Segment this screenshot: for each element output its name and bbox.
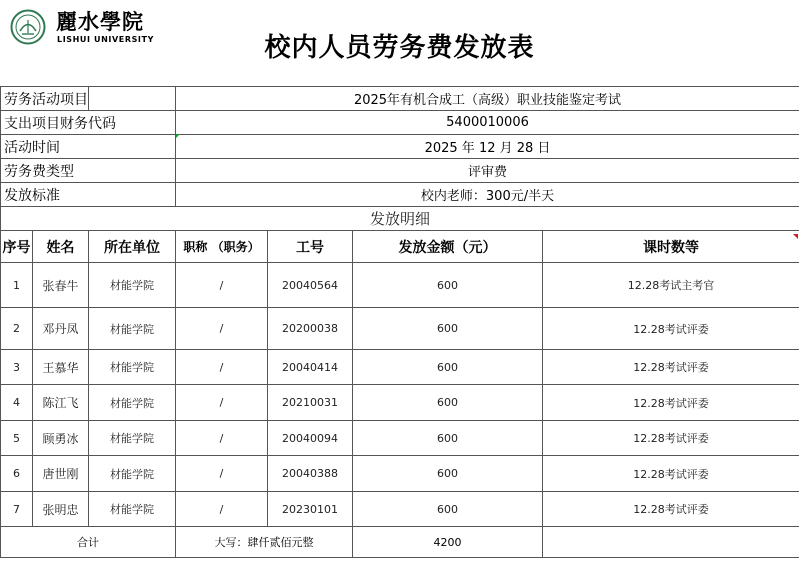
info-label: 活动时间 bbox=[1, 135, 176, 159]
staff-id: 20040094 bbox=[268, 421, 353, 456]
person-name: 唐世刚 bbox=[33, 456, 89, 492]
person-unit: 材能学院 bbox=[89, 263, 176, 308]
total-note bbox=[543, 527, 799, 558]
staff-id: 20040388 bbox=[268, 456, 353, 492]
session-note: 12.28考试主考官 bbox=[543, 263, 799, 308]
row-number: 4 bbox=[1, 385, 33, 421]
info-row-finance-code bbox=[1, 111, 799, 135]
info-value: 2025 年 12 月 28 日 bbox=[176, 135, 799, 159]
column-header: 所在单位 bbox=[89, 231, 176, 263]
info-row-project bbox=[1, 87, 799, 111]
column-header-row bbox=[1, 231, 799, 263]
payment-amount: 600 bbox=[353, 350, 543, 385]
row-number: 3 bbox=[1, 350, 33, 385]
session-note: 12.28考试评委 bbox=[543, 456, 799, 492]
university-name-cn: 麗水學院 bbox=[56, 9, 144, 34]
total-capital: 大写：肆仟贰佰元整 bbox=[176, 527, 353, 558]
session-note: 12.28考试评委 bbox=[543, 350, 799, 385]
person-title: / bbox=[176, 456, 268, 492]
staff-id: 20210031 bbox=[268, 385, 353, 421]
person-name: 张春牛 bbox=[33, 263, 89, 308]
section-title-row bbox=[1, 207, 799, 231]
person-unit: 材能学院 bbox=[89, 350, 176, 385]
total-row bbox=[1, 527, 799, 558]
person-unit: 材能学院 bbox=[89, 308, 176, 350]
comment-marker bbox=[793, 234, 798, 239]
row-number: 1 bbox=[1, 263, 33, 308]
column-header: 工号 bbox=[268, 231, 353, 263]
person-name: 王慕华 bbox=[33, 350, 89, 385]
info-value: 评审费 bbox=[176, 159, 799, 183]
person-unit: 材能学院 bbox=[89, 492, 176, 527]
info-label: 劳务活动项目 bbox=[1, 87, 89, 111]
page-title: 校内人员劳务费发放表 bbox=[264, 33, 535, 63]
staff-id: 20040414 bbox=[268, 350, 353, 385]
row-number: 7 bbox=[1, 492, 33, 527]
row-number: 5 bbox=[1, 421, 33, 456]
person-title: / bbox=[176, 263, 268, 308]
row-number: 2 bbox=[1, 308, 33, 350]
info-value: 2025年有机合成工（高级）职业技能鉴定考试 bbox=[176, 87, 799, 111]
person-unit: 材能学院 bbox=[89, 385, 176, 421]
staff-id: 20040564 bbox=[268, 263, 353, 308]
payment-amount: 600 bbox=[353, 385, 543, 421]
person-name: 张明忠 bbox=[33, 492, 89, 527]
payment-amount: 600 bbox=[353, 456, 543, 492]
table-row bbox=[1, 492, 799, 527]
info-value: 5400010006 bbox=[176, 111, 799, 135]
person-title: / bbox=[176, 421, 268, 456]
person-name: 顾勇冰 bbox=[33, 421, 89, 456]
session-note: 12.28考试评委 bbox=[543, 308, 799, 350]
total-label: 合计 bbox=[1, 527, 176, 558]
session-note: 12.28考试评委 bbox=[543, 492, 799, 527]
comment-marker bbox=[176, 134, 180, 138]
person-name: 陈江飞 bbox=[33, 385, 89, 421]
section-title: 发放明细 bbox=[1, 207, 799, 231]
payment-amount: 600 bbox=[353, 421, 543, 456]
session-note: 12.28考试评委 bbox=[543, 385, 799, 421]
table-row bbox=[1, 385, 799, 421]
person-unit: 材能学院 bbox=[89, 456, 176, 492]
session-note: 12.28考试评委 bbox=[543, 421, 799, 456]
payment-amount: 600 bbox=[353, 308, 543, 350]
info-row-fee-type bbox=[1, 159, 799, 183]
row-number: 6 bbox=[1, 456, 33, 492]
staff-id: 20230101 bbox=[268, 492, 353, 527]
column-header: 姓名 bbox=[33, 231, 89, 263]
info-label: 劳务费类型 bbox=[1, 159, 176, 183]
table-row bbox=[1, 421, 799, 456]
column-header: 序号 bbox=[1, 231, 33, 263]
table-row bbox=[1, 456, 799, 492]
staff-id: 20200038 bbox=[268, 308, 353, 350]
person-title: / bbox=[176, 385, 268, 421]
info-label: 发放标准 bbox=[1, 183, 176, 207]
info-label: 支出项目财务代码 bbox=[1, 111, 176, 135]
payment-amount: 600 bbox=[353, 492, 543, 527]
info-value: 校内老师：300元/半天 bbox=[176, 183, 799, 207]
info-row-standard bbox=[1, 183, 799, 207]
person-title: / bbox=[176, 308, 268, 350]
payment-table bbox=[0, 86, 799, 558]
table-row bbox=[1, 308, 799, 350]
column-header: 职称 （职务） bbox=[176, 231, 268, 263]
person-unit: 材能学院 bbox=[89, 421, 176, 456]
column-header: 发放金额（元） bbox=[353, 231, 543, 263]
payment-amount: 600 bbox=[353, 263, 543, 308]
person-name: 邓丹凤 bbox=[33, 308, 89, 350]
page-header bbox=[0, 0, 799, 86]
table-row bbox=[1, 350, 799, 385]
university-name-en: LISHUI UNIVERSITY bbox=[57, 35, 154, 44]
total-amount: 4200 bbox=[353, 527, 543, 558]
column-header: 课时数等 bbox=[543, 231, 799, 263]
table-row bbox=[1, 263, 799, 308]
info-row-activity-time bbox=[1, 135, 799, 159]
person-title: / bbox=[176, 350, 268, 385]
person-title: / bbox=[176, 492, 268, 527]
